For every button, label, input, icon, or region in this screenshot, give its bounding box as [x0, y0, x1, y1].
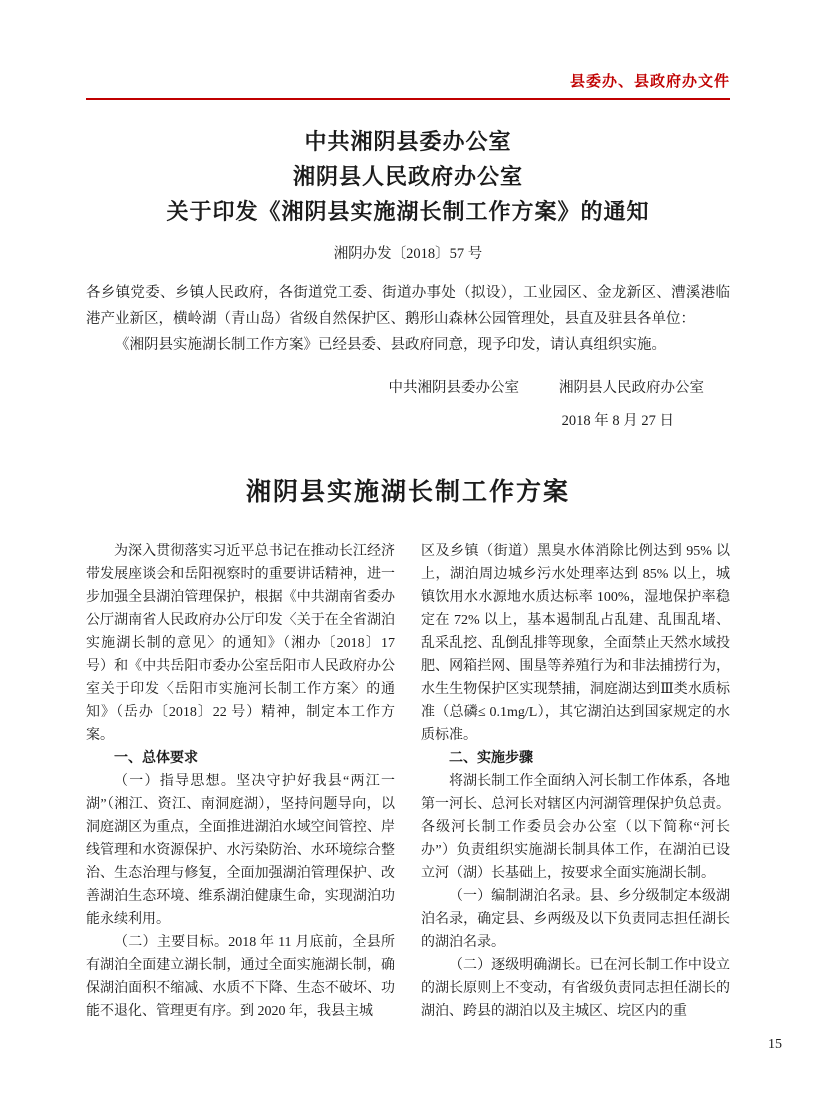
body-paragraph: （二）逐级明确湖长。已在河长制工作中设立的湖长原则上不变动，有省级负责同志担任湖长的湖泊、跨县的湖泊以及主城区、垸区内的重 [421, 958, 730, 1019]
notice-section [86, 124, 730, 430]
signature-line [86, 376, 730, 397]
notice-body [86, 280, 730, 358]
doc-number: 湘阴办发〔2018〕57 号 [333, 246, 483, 262]
left-column [86, 540, 395, 1023]
body-paragraph: （二）主要目标。2018 年 11 月底前，全县所有湖泊全面建立湖长制，通过全面实施湖长制，确保湖泊面积不缩减、水质不下降、生态不破坏、功能不退化、管理更有序。到 2020 年，我县主城 [86, 935, 395, 1019]
body-paragraph: （一）指导思想。坚决守护好我县“两江一湖”（湘江、资江、南洞庭湖），坚持问题导向，以洞庭湖区为重点，全面推进湖泊水域空间管控、岸线管理和水资源保护、水污染防治、水环境综合整治、生态治理与修复，全面加强湖泊管理保护、改善湖泊生态环境、维系湖泊健康生命，实现湖泊功能永续利用。 [86, 774, 395, 927]
signer-right: 湘阴县人民政府办公室 [559, 380, 704, 396]
notice-title-line2: 湘阴县人民政府办公室 [292, 164, 523, 189]
section-heading: 二、实施步骤 [449, 751, 533, 766]
body-paragraph: 各乡镇党委、乡镇人民政府，各街道党工委、街道办事处（拟设），工业园区、金龙新区、漕溪港临港产业新区，横岭湖（青山岛）省级自然保护区、鹅形山森林公园管理处，县直及驻县各单位： [86, 285, 730, 327]
body-paragraph: 《湘阴县实施湖长制工作方案》已经县委、县政府同意，现予印发，请认真组织实施。 [115, 337, 666, 353]
notice-title-line3: 关于印发《湘阴县实施湖长制工作方案》的通知 [166, 199, 650, 224]
page-number: 15 [768, 1037, 782, 1052]
header-category-label: 县委办、县政府办文件 [569, 73, 730, 90]
right-column [421, 540, 730, 1023]
plan-title: 湘阴县实施湖长制工作方案 [245, 479, 570, 506]
plan-section [86, 472, 730, 1023]
body-paragraph: 区及乡镇（街道）黑臭水体消除比例达到 95% 以上，湖泊周边城乡污水处理率达到 85% 以上，城镇饮用水水源地水质达标率 100%，湿地保护率稳定在 72% 以上，基本遏制乱占乱建、乱围乱堵、乱采乱挖、乱倒乱排等现象，全面禁止天然水域投肥、网箱拦网、围垦等养殖行为和非法捕捞行为，水生生物保护区实现禁捕，洞庭湖达到Ⅲ类水质标准（总磷≤ 0.1mg/L），其它湖泊达到国家规定的水质标准。 [421, 544, 730, 743]
two-column-body [86, 540, 730, 1023]
signature-date: 2018 年 8 月 27 日 [561, 413, 674, 429]
page-header [86, 70, 730, 100]
notice-title-line1: 中共湘阴县委办公室 [304, 129, 512, 154]
signer-left: 中共湘阴县委办公室 [388, 380, 519, 396]
body-paragraph: （一）编制湖泊名录。县、乡分级制定本级湖泊名录，确定县、乡两级及以下负责同志担任湖长的湖泊名录。 [421, 889, 730, 950]
body-paragraph: 将湖长制工作全面纳入河长制工作体系，各地第一河长、总河长对辖区内河湖管理保护负总责。各级河长制工作委员会办公室（以下简称“河长办”）负责组织实施湖长制具体工作，在湖泊已设立河（湖）长基础上，按要求全面实施湖长制。 [421, 774, 730, 881]
header-rule [86, 98, 730, 100]
section-heading: 一、总体要求 [114, 751, 198, 766]
body-paragraph: 为深入贯彻落实习近平总书记在推动长江经济带发展座谈会和岳阳视察时的重要讲话精神，进一步加强全县湖泊管理保护，根据《中共湖南省委办公厅湖南省人民政府办公厅印发〈关于在全省湖泊实施湖长制的意见〉的通知》（湘办〔2018〕17 号）和《中共岳阳市委办公室岳阳市人民政府办公室关于印发〈岳阳市实施河长制工作方案〉的通知》（岳办〔2018〕22 号）精神，制定本工作方案。 [86, 544, 395, 743]
notice-title [86, 124, 730, 229]
